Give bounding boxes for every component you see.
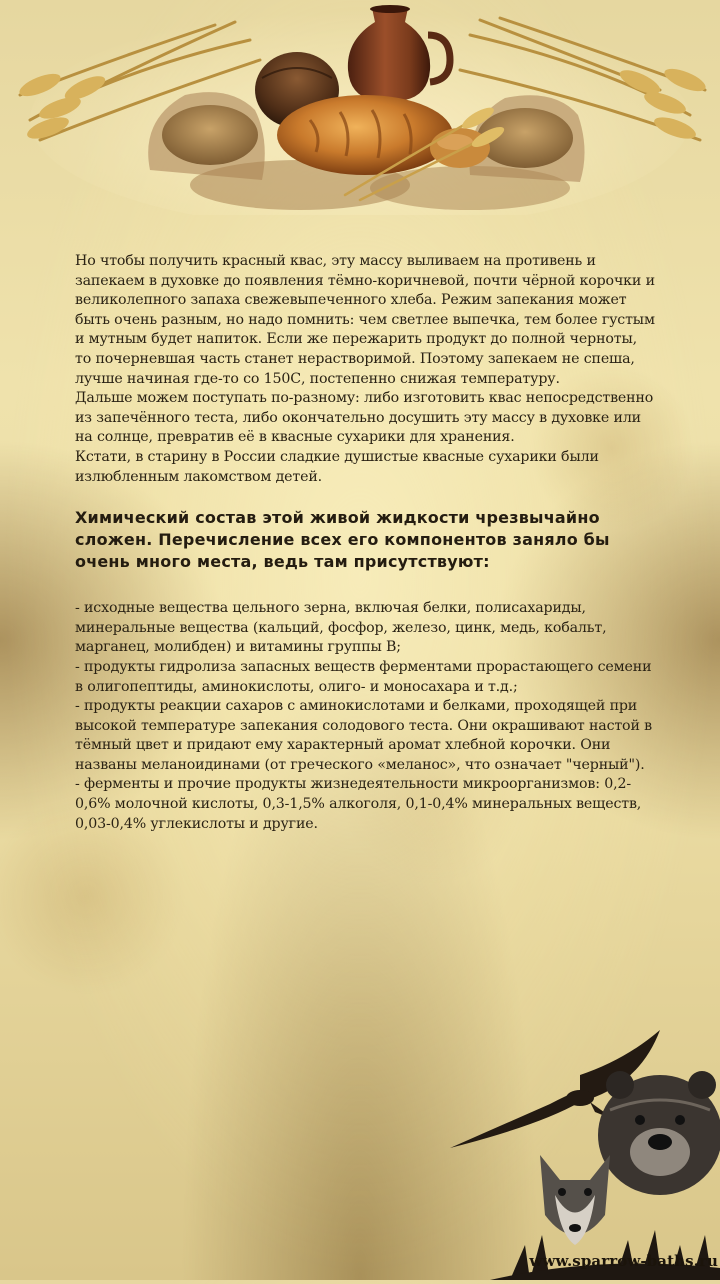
wolf-icon bbox=[540, 1155, 610, 1245]
paragraph-further-steps: Дальше можем поступать по-разному: либо изготовить квас непосредственно из запечённого теста, либо окончательно досушить эту массу в духовке или на солнце, превратив её в квасные сухарики для хранения. bbox=[75, 390, 654, 446]
article-content bbox=[75, 252, 655, 834]
list-item: - продукты гидролиза запасных веществ ферментами прорастающего семени в олигопептиды, аминокислоты, олиго- и моносахара и т.д.; bbox=[75, 658, 652, 695]
paragraph-rusks: Кстати, в старину в России сладкие душистые квасные сухарики были излюбленным лакомством детей. bbox=[75, 448, 599, 485]
section-heading: Химический состав этой живой жидкости чрезвычайно сложен. Перечисление всех его компонентов заняло бы очень много места, ведь там присутствуют: bbox=[75, 508, 610, 572]
bread-jug-wheat-illustration bbox=[0, 0, 720, 215]
bear-icon bbox=[598, 1071, 720, 1195]
site-url[interactable]: www.sparrow-baths.ru bbox=[529, 1252, 718, 1270]
list-item: - продукты реакции сахаров с аминокислотами и белками, проходящей при высокой температуре запекания солодового теста. Они окрашивают настой в тёмный цвет и придают ему характерный аромат хлебной корочки. Они названы меланоидинами (от греческого «меланос», что означает "черный"). bbox=[75, 698, 652, 773]
paragraph-red-kvass: Но чтобы получить красный квас, эту массу выливаем на противень и запекаем в духовке до появления тёмно-коричневой, почти чёрной корочки и великолепного запаха свежевыпеченного хлеба. Режим запекания может быть очень разным, но надо помнить: чем светлее выпечка, тем более густым и мутным будет напиток. Если же пережарить продукт до полной черноты, то почерневшая часть станет нерастворимой. Поэтому запекаем не спеша, лучше начиная где-то со 150С, постепенно снижая температуру. bbox=[75, 253, 655, 387]
list-item: - исходные вещества цельного зерна, включая белки, полисахариды, минеральные вещества (кальций, фосфор, железо, цинк, медь, кобальт, марганец, молибден) и витамины группы B; bbox=[75, 600, 607, 656]
bear-wolf-eagle-emblem bbox=[430, 1030, 720, 1280]
components-list bbox=[75, 599, 655, 834]
list-item: - ферменты и прочие продукты жизнедеятельности микроорганизмов: 0,2-0,6% молочной кислоты, 0,3-1,5% алкоголя, 0,1-0,4% минеральных веществ, 0,03-0,4% углекислоты и другие. bbox=[75, 776, 642, 832]
